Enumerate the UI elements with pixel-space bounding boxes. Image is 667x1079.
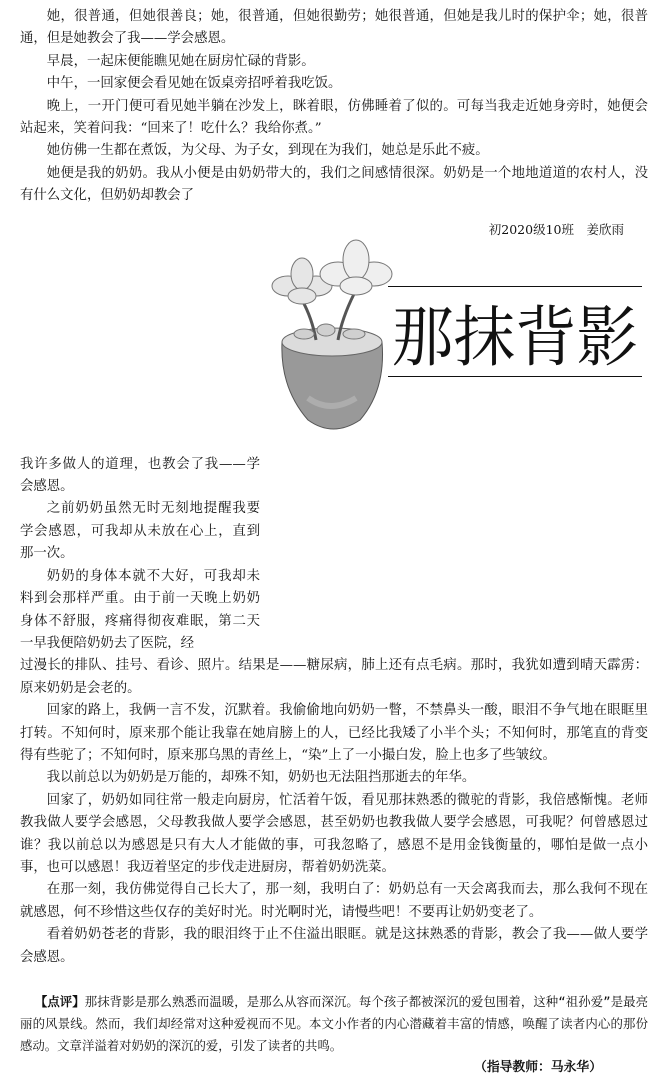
article-page <box>20 6 648 1079</box>
paragraph: 奶奶的身体本就不大好，可我却未料到会那样严重。由于前一天晚上奶奶身体不舒服，疼痛得彻夜难眠，第二天一早我便陪奶奶去了医院，经 <box>20 568 260 651</box>
paragraph: 她便是我的奶奶。我从小便是由奶奶带大的，我们之间感情很深。奶奶是一个地地道道的农村人，没有什么文化，但奶奶却教会了 <box>20 165 648 204</box>
paragraph: 过漫长的排队、挂号、看诊、照片。结果是——糖尿病，肺上还有点毛病。那时，我犹如遭到晴天霹雳：原来奶奶是会老的。 <box>20 658 648 696</box>
title-rule-bottom <box>388 376 642 377</box>
paragraph: 回家了，奶奶如同往常一般走向厨房，忙活着午饭，看见那抹熟悉的微驼的背影，我倍感惭愧。老师教我做人要学会感恩，父母教我做人要学会感恩，甚至奶奶也教我做人要学会感恩，可我呢？何曾感恩过谁？我以前总以为感恩是只有大人才能做的事，可我忽略了，感恩不是用金钱衡量的，哪怕是做一点小事，也可以感恩！我迈着坚定的步伐走进厨房，帮着奶奶洗菜。 <box>20 792 648 875</box>
byline: 初2020级10班 姜欣雨 <box>488 221 624 237</box>
succulent-pot-illustration <box>268 238 398 448</box>
paragraph: 我许多做人的道理，也教会了我——学会感恩。 <box>20 456 260 495</box>
paragraph: 之前奶奶虽然无时无刻地提醒我要学会感恩，可我却从未放在心上，直到那一次。 <box>20 501 260 562</box>
comment-text: 那抹背影是那么熟悉而温暖，是那么从容而深沉。每个孩子都被深沉的爱包围着，这种“祖孙爱”是最亮丽的风景线。然而，我们却经常对这种爱视而不见。本文小作者的内心潜藏着丰富的情感，唤醒了读者内心的那份感动。文章洋溢着对奶奶的深沉的爱，引发了读者的共鸣。 <box>20 994 649 1053</box>
article-title: 那抹背影 <box>392 298 638 374</box>
paragraph: 早晨，一起床便能瞧见她在厨房忙碌的背影。 <box>46 53 315 69</box>
paragraph: 她，很普通，但她很善良；她，很普通，但她很勤劳；她很普通，但她是我儿时的保护伞；她，很普通，但是她教会了我——学会感恩。 <box>20 9 648 47</box>
teacher-credit: （指导教师：马永华） <box>474 1060 602 1075</box>
paragraph: 在那一刻，我仿佛觉得自己长大了，那一刻，我明白了：奶奶总有一天会离我而去，那么我何不现在就感恩，何不珍惜这些仅存的美好时光。时光啊时光，请慢些吧！不要再让奶奶变老了。 <box>20 882 648 920</box>
paragraph: 中午，一回家便会看见她在饭桌旁招呼着我吃饭。 <box>46 76 342 92</box>
paragraph: 我以前总以为奶奶是万能的，却殊不知，奶奶也无法阻挡那逝去的年华。 <box>46 770 476 786</box>
title-rule-top <box>388 286 642 287</box>
title-illustration <box>268 210 648 454</box>
paragraph: 她仿佛一生都在煮饭，为父母、为子女，到现在为我们，她总是乐此不疲。 <box>46 143 489 159</box>
paragraph: 晚上，一开门便可看见她半躺在沙发上，眯着眼，仿佛睡着了似的。可每当我走近她身旁时，她便会站起来，笑着问我：“回来了！吃什么？我给你煮。” <box>20 98 648 137</box>
title-calligraphy <box>390 292 642 374</box>
paragraph: 回家的路上，我俩一言不发，沉默着。我偷偷地向奶奶一瞥，不禁鼻头一酸，眼泪不争气地在眼眶里打转。不知何时，原来那个能让我靠在她肩膀上的人，已经比我矮了小半个头；不知何时，那笔直的背变得有些驼了；不知何时，原来那乌黑的青丝上，“染”上了一小撮白发，脸上也多了些皱纹。 <box>20 703 648 763</box>
paragraph: 看着奶奶苍老的背影，我的眼泪终于止不住溢出眼眶。就是这抹熟悉的背影，教会了我——做人要学会感恩。 <box>20 927 648 965</box>
comment-label: 【点评】 <box>34 994 85 1009</box>
comment-block <box>20 991 648 1057</box>
